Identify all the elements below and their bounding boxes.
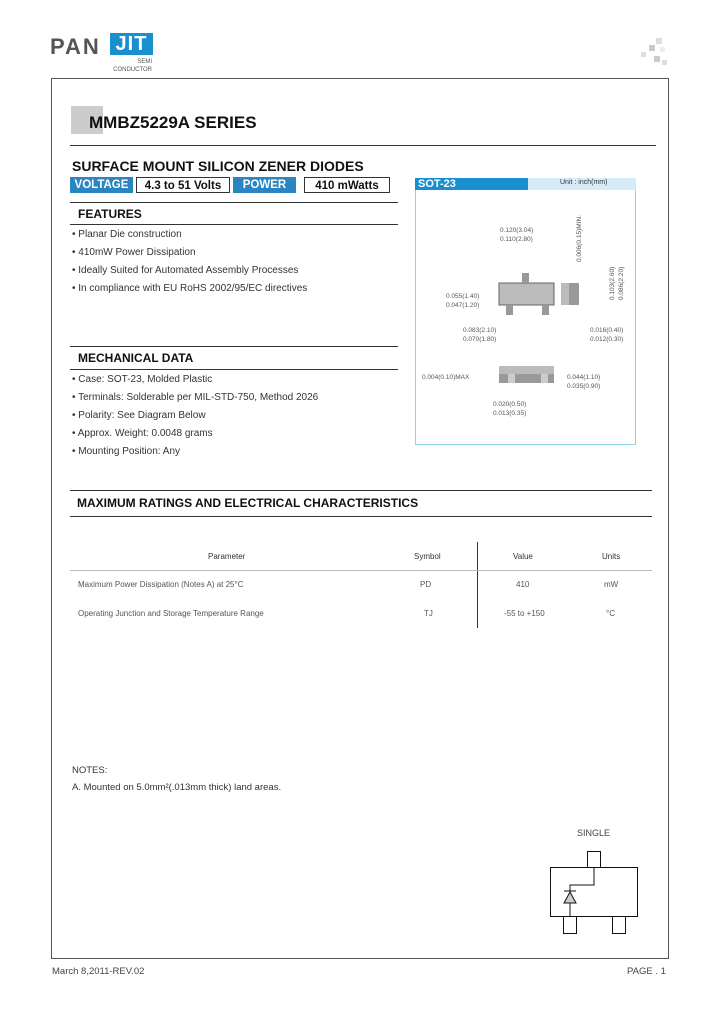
page-number: PAGE . 1: [627, 966, 666, 977]
logo-sub-semi: SEMI: [137, 59, 152, 65]
power-label: POWER: [233, 177, 296, 193]
logo-sub-conductor: CONDUCTOR: [113, 67, 152, 73]
col-parameter: Parameter: [208, 552, 246, 561]
voltage-value: 4.3 to 51 Volts: [136, 177, 230, 193]
feature-item: • 410mW Power Dissipation: [72, 247, 196, 258]
notes-heading: NOTES:: [72, 765, 108, 776]
dim-side: 0.006(0.15)MIN.: [576, 215, 583, 262]
dim-left: 0.055(1.40) 0.047(1.20): [446, 293, 480, 309]
cell-symbol: TJ: [424, 609, 433, 618]
package-name: SOT-23: [415, 178, 528, 190]
mechanical-item: • Mounting Position: Any: [72, 446, 180, 457]
mechanical-item: • Approx. Weight: 0.0048 grams: [72, 428, 213, 439]
note-a: A. Mounted on 5.0mm²(.013mm thick) land areas.: [72, 782, 282, 793]
footer-date: March 8,2011-REV.02: [52, 966, 145, 977]
page-title: MMBZ5229A SERIES: [89, 113, 257, 132]
logo-pan: PAN: [50, 34, 101, 59]
feature-item: • In compliance with EU RoHS 2002/95/EC directives: [72, 283, 307, 294]
feature-item: • Planar Die construction: [72, 229, 182, 240]
col-symbol: Symbol: [414, 552, 441, 561]
dim-pitch: 0.083(2.10) 0.070(1.80): [463, 327, 497, 343]
mechanical-item: • Polarity: See Diagram Below: [72, 410, 206, 421]
mechanical-item: • Case: SOT-23, Molded Plastic: [72, 374, 212, 385]
ratings-heading: MAXIMUM RATINGS AND ELECTRICAL CHARACTERISTICS: [77, 496, 419, 510]
diagram-label: SINGLE: [577, 828, 611, 838]
dim-lead: 0.016(0.40) 0.012(0.30): [590, 327, 624, 343]
cell-parameter: Maximum Power Dissipation (Notes A) at 25°C: [78, 580, 244, 589]
dim-top: 0.120(3.04) 0.110(2.80): [500, 227, 534, 243]
dim-right: 0.103(2.60) 0.086(2.20): [609, 266, 625, 300]
col-value: Value: [513, 552, 533, 561]
col-units: Units: [602, 552, 621, 561]
voltage-label: VOLTAGE: [70, 177, 133, 193]
features-heading: FEATURES: [78, 207, 142, 221]
subtitle: SURFACE MOUNT SILICON ZENER DIODES: [72, 158, 364, 174]
single-diode-diagram: [530, 840, 650, 940]
dim-height: 0.044(1.10) 0.035(0.90): [567, 374, 601, 390]
cell-value: -55 to +150: [504, 609, 545, 618]
mechanical-item: • Terminals: Solderable per MIL-STD-750, Method 2026: [72, 392, 318, 403]
decor-squares-icon: [636, 38, 668, 70]
cell-units: mW: [604, 580, 619, 589]
feature-item: • Ideally Suited for Automated Assembly Processes: [72, 265, 298, 276]
cell-units: °C: [606, 609, 615, 618]
mechanical-heading: MECHANICAL DATA: [78, 351, 194, 365]
cell-symbol: PD: [420, 580, 432, 589]
dim-bottom: 0.020(0.50) 0.013(0.35): [493, 401, 527, 417]
power-value: 410 mWatts: [304, 177, 390, 193]
logo-jit: JIT: [110, 33, 153, 55]
package-unit: Unit : inch(mm): [560, 179, 608, 186]
cell-value: 410: [516, 580, 530, 589]
dim-height-max: 0.004(0.10)MAX: [422, 374, 470, 381]
cell-parameter: Operating Junction and Storage Temperature Range: [78, 609, 264, 618]
